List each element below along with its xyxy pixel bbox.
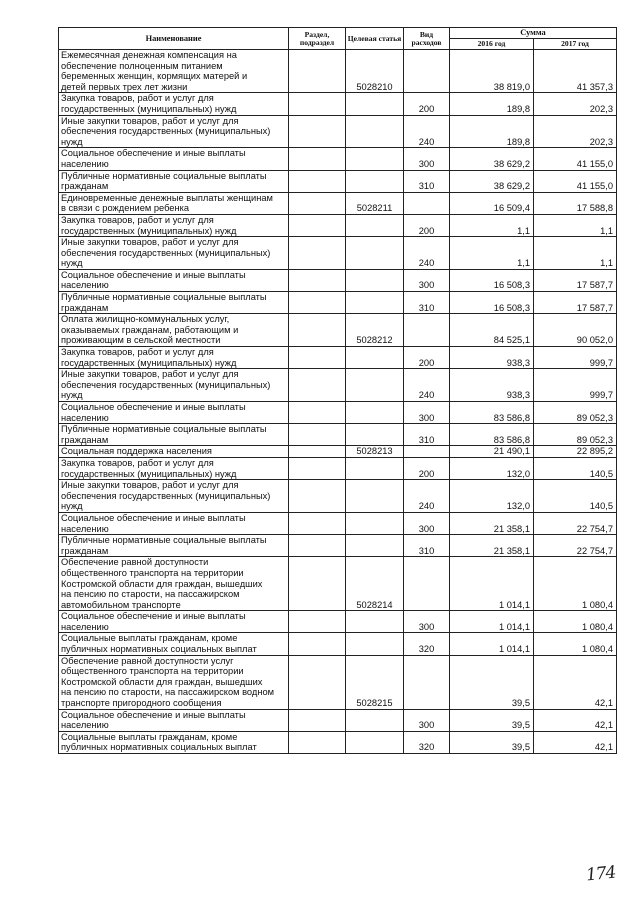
row-expense-type: 240 [404, 480, 450, 513]
table-body [59, 50, 617, 754]
row-sum-2016: 21 358,1 [450, 535, 534, 557]
row-expense-type: 200 [404, 93, 450, 115]
row-expense-type: 300 [404, 512, 450, 534]
row-section [289, 192, 346, 214]
row-target [346, 512, 404, 534]
row-section [289, 512, 346, 534]
row-sum-2017: 42,1 [534, 731, 617, 753]
row-name: Публичные нормативные социальные выплаты гражданам [59, 535, 289, 557]
header-section: Раздел, подраздел [289, 28, 346, 50]
row-sum-2017: 42,1 [534, 709, 617, 731]
table-row [59, 347, 617, 369]
row-name: Социальное обеспечение и иные выплаты населению [59, 611, 289, 633]
table-row [59, 480, 617, 513]
row-expense-type: 310 [404, 424, 450, 446]
row-target: 5028210 [346, 50, 404, 93]
row-sum-2017: 17 587,7 [534, 292, 617, 314]
row-sum-2017: 41 155,0 [534, 170, 617, 192]
row-expense-type: 300 [404, 269, 450, 291]
row-expense-type: 200 [404, 214, 450, 236]
row-name: Иные закупки товаров, работ и услуг для обеспечения государственных (муниципальных) нужд [59, 237, 289, 270]
row-name: Обеспечение равной доступности услуг общественного транспорта на территории Костромской области для граждан, вышедших на пенсию по старости, на пассажирском водном транспорте пригородного сообщения [59, 655, 289, 709]
row-sum-2016: 938,3 [450, 347, 534, 369]
row-name: Единовременные денежные выплаты женщинам в связи с рождением ребенка [59, 192, 289, 214]
row-target [346, 170, 404, 192]
page-number: 174 [585, 862, 617, 886]
row-sum-2016: 39,5 [450, 709, 534, 731]
row-name: Социальная поддержка населения [59, 446, 289, 458]
row-section [289, 655, 346, 709]
row-target [346, 347, 404, 369]
table-row [59, 148, 617, 170]
row-expense-type: 240 [404, 115, 450, 148]
table-row [59, 369, 617, 402]
row-sum-2016: 1 014,1 [450, 611, 534, 633]
row-target [346, 402, 404, 424]
row-target [346, 292, 404, 314]
table-row [59, 115, 617, 148]
row-section [289, 115, 346, 148]
table-row [59, 292, 617, 314]
row-target [346, 424, 404, 446]
row-expense-type: 200 [404, 347, 450, 369]
row-target [346, 709, 404, 731]
row-name: Публичные нормативные социальные выплаты гражданам [59, 292, 289, 314]
row-target [346, 369, 404, 402]
row-target: 5028214 [346, 557, 404, 611]
row-expense-type: 300 [404, 148, 450, 170]
row-section [289, 50, 346, 93]
table-row [59, 214, 617, 236]
row-target [346, 237, 404, 270]
row-target: 5028212 [346, 314, 404, 347]
row-section [289, 535, 346, 557]
row-sum-2017: 42,1 [534, 655, 617, 709]
row-sum-2016: 16 508,3 [450, 292, 534, 314]
row-name: Социальное обеспечение и иные выплаты населению [59, 402, 289, 424]
row-section [289, 611, 346, 633]
table-row [59, 557, 617, 611]
table-row [59, 512, 617, 534]
row-name: Социальное обеспечение и иные выплаты населению [59, 709, 289, 731]
row-target [346, 269, 404, 291]
row-sum-2016: 38 629,2 [450, 170, 534, 192]
row-section [289, 93, 346, 115]
row-sum-2017: 1,1 [534, 214, 617, 236]
row-sum-2016: 21 490,1 [450, 446, 534, 458]
row-expense-type: 320 [404, 731, 450, 753]
row-name: Иные закупки товаров, работ и услуг для обеспечения государственных (муниципальных) нужд [59, 115, 289, 148]
header-name: Наименование [59, 28, 289, 50]
row-expense-type: 300 [404, 709, 450, 731]
row-sum-2017: 1 080,4 [534, 557, 617, 611]
row-name: Закупка товаров, работ и услуг для государственных (муниципальных) нужд [59, 347, 289, 369]
row-section [289, 731, 346, 753]
row-section [289, 269, 346, 291]
row-sum-2017: 202,3 [534, 115, 617, 148]
row-sum-2016: 83 586,8 [450, 424, 534, 446]
row-sum-2017: 90 052,0 [534, 314, 617, 347]
row-name: Социальное обеспечение и иные выплаты населению [59, 148, 289, 170]
row-sum-2017: 22 895,2 [534, 446, 617, 458]
row-target [346, 535, 404, 557]
row-expense-type [404, 655, 450, 709]
row-name: Закупка товаров, работ и услуг для государственных (муниципальных) нужд [59, 214, 289, 236]
row-sum-2016: 84 525,1 [450, 314, 534, 347]
row-sum-2017: 999,7 [534, 369, 617, 402]
row-section [289, 214, 346, 236]
row-name: Социальное обеспечение и иные выплаты населению [59, 512, 289, 534]
row-target: 5028211 [346, 192, 404, 214]
table-row [59, 457, 617, 479]
row-target [346, 480, 404, 513]
row-target [346, 148, 404, 170]
row-target: 5028215 [346, 655, 404, 709]
row-sum-2016: 39,5 [450, 731, 534, 753]
table-row [59, 633, 617, 655]
row-sum-2017: 89 052,3 [534, 402, 617, 424]
row-expense-type: 310 [404, 170, 450, 192]
row-sum-2017: 1 080,4 [534, 633, 617, 655]
row-name: Публичные нормативные социальные выплаты гражданам [59, 424, 289, 446]
row-sum-2017: 17 588,8 [534, 192, 617, 214]
row-sum-2017: 140,5 [534, 480, 617, 513]
table-row [59, 611, 617, 633]
row-expense-type: 200 [404, 457, 450, 479]
table-row [59, 50, 617, 93]
row-section [289, 237, 346, 270]
header-row [59, 28, 617, 39]
table-row [59, 655, 617, 709]
table-row [59, 237, 617, 270]
row-sum-2016: 16 509,4 [450, 192, 534, 214]
row-target [346, 457, 404, 479]
row-name: Публичные нормативные социальные выплаты гражданам [59, 170, 289, 192]
row-section [289, 633, 346, 655]
row-section [289, 457, 346, 479]
row-name: Закупка товаров, работ и услуг для государственных (муниципальных) нужд [59, 93, 289, 115]
row-section [289, 480, 346, 513]
row-expense-type: 320 [404, 633, 450, 655]
row-name: Закупка товаров, работ и услуг для государственных (муниципальных) нужд [59, 457, 289, 479]
row-sum-2016: 1 014,1 [450, 557, 534, 611]
table-row [59, 402, 617, 424]
row-sum-2017: 202,3 [534, 93, 617, 115]
row-expense-type: 300 [404, 611, 450, 633]
row-name: Иные закупки товаров, работ и услуг для обеспечения государственных (муниципальных) нужд [59, 369, 289, 402]
row-section [289, 446, 346, 458]
row-section [289, 557, 346, 611]
row-name: Социальные выплаты гражданам, кроме публичных нормативных социальных выплат [59, 633, 289, 655]
row-name: Ежемесячная денежная компенсация на обеспечение полноценным питанием беременных женщин, кормящих матерей и детей первых трех лет жизни [59, 50, 289, 93]
row-sum-2017: 89 052,3 [534, 424, 617, 446]
row-name: Оплата жилищно-коммунальных услуг, оказываемых гражданам, работающим и проживающим в сельской местности [59, 314, 289, 347]
row-expense-type [404, 192, 450, 214]
row-sum-2017: 22 754,7 [534, 512, 617, 534]
row-section [289, 347, 346, 369]
row-target [346, 633, 404, 655]
row-section [289, 402, 346, 424]
row-sum-2017: 41 357,3 [534, 50, 617, 93]
row-section [289, 709, 346, 731]
row-sum-2017: 1 080,4 [534, 611, 617, 633]
row-sum-2016: 1,1 [450, 237, 534, 270]
table-row [59, 314, 617, 347]
header-year-2017: 2017 год [534, 39, 617, 50]
row-sum-2017: 1,1 [534, 237, 617, 270]
row-sum-2016: 38 629,2 [450, 148, 534, 170]
row-section [289, 314, 346, 347]
table-row [59, 269, 617, 291]
row-target [346, 731, 404, 753]
row-name: Социальные выплаты гражданам, кроме публичных нормативных социальных выплат [59, 731, 289, 753]
row-sum-2016: 1 014,1 [450, 633, 534, 655]
row-sum-2016: 132,0 [450, 480, 534, 513]
budget-table [58, 27, 617, 754]
table-row [59, 93, 617, 115]
row-target [346, 214, 404, 236]
row-name: Иные закупки товаров, работ и услуг для обеспечения государственных (муниципальных) нужд [59, 480, 289, 513]
row-sum-2016: 1,1 [450, 214, 534, 236]
row-expense-type [404, 557, 450, 611]
row-target [346, 115, 404, 148]
table-row [59, 192, 617, 214]
row-section [289, 292, 346, 314]
table-row [59, 170, 617, 192]
row-sum-2016: 16 508,3 [450, 269, 534, 291]
row-sum-2017: 999,7 [534, 347, 617, 369]
row-expense-type: 310 [404, 535, 450, 557]
row-sum-2016: 189,8 [450, 93, 534, 115]
row-expense-type: 300 [404, 402, 450, 424]
row-expense-type: 310 [404, 292, 450, 314]
row-target [346, 93, 404, 115]
row-sum-2017: 41 155,0 [534, 148, 617, 170]
row-expense-type [404, 446, 450, 458]
table-row [59, 535, 617, 557]
row-sum-2017: 140,5 [534, 457, 617, 479]
row-target: 5028213 [346, 446, 404, 458]
row-section [289, 369, 346, 402]
row-expense-type: 240 [404, 369, 450, 402]
row-sum-2016: 38 819,0 [450, 50, 534, 93]
header-expense-type: Вид расходов [404, 28, 450, 50]
row-sum-2016: 21 358,1 [450, 512, 534, 534]
table-row [59, 731, 617, 753]
row-expense-type: 240 [404, 237, 450, 270]
row-expense-type [404, 50, 450, 93]
row-expense-type [404, 314, 450, 347]
row-section [289, 424, 346, 446]
row-sum-2016: 39,5 [450, 655, 534, 709]
row-section [289, 170, 346, 192]
header-sum: Сумма [450, 28, 617, 39]
row-sum-2016: 132,0 [450, 457, 534, 479]
row-name: Социальное обеспечение и иные выплаты населению [59, 269, 289, 291]
row-sum-2017: 22 754,7 [534, 535, 617, 557]
row-name: Обеспечение равной доступности общественного транспорта на территории Костромской области для граждан, вышедших на пенсию по старости, на пассажирском автомобильном транспорте [59, 557, 289, 611]
table-row [59, 424, 617, 446]
table-row [59, 446, 617, 458]
row-section [289, 148, 346, 170]
header-year-2016: 2016 год [450, 39, 534, 50]
row-sum-2016: 938,3 [450, 369, 534, 402]
header-target: Целевая статья [346, 28, 404, 50]
row-sum-2016: 189,8 [450, 115, 534, 148]
row-sum-2016: 83 586,8 [450, 402, 534, 424]
row-sum-2017: 17 587,7 [534, 269, 617, 291]
table-row [59, 709, 617, 731]
row-target [346, 611, 404, 633]
